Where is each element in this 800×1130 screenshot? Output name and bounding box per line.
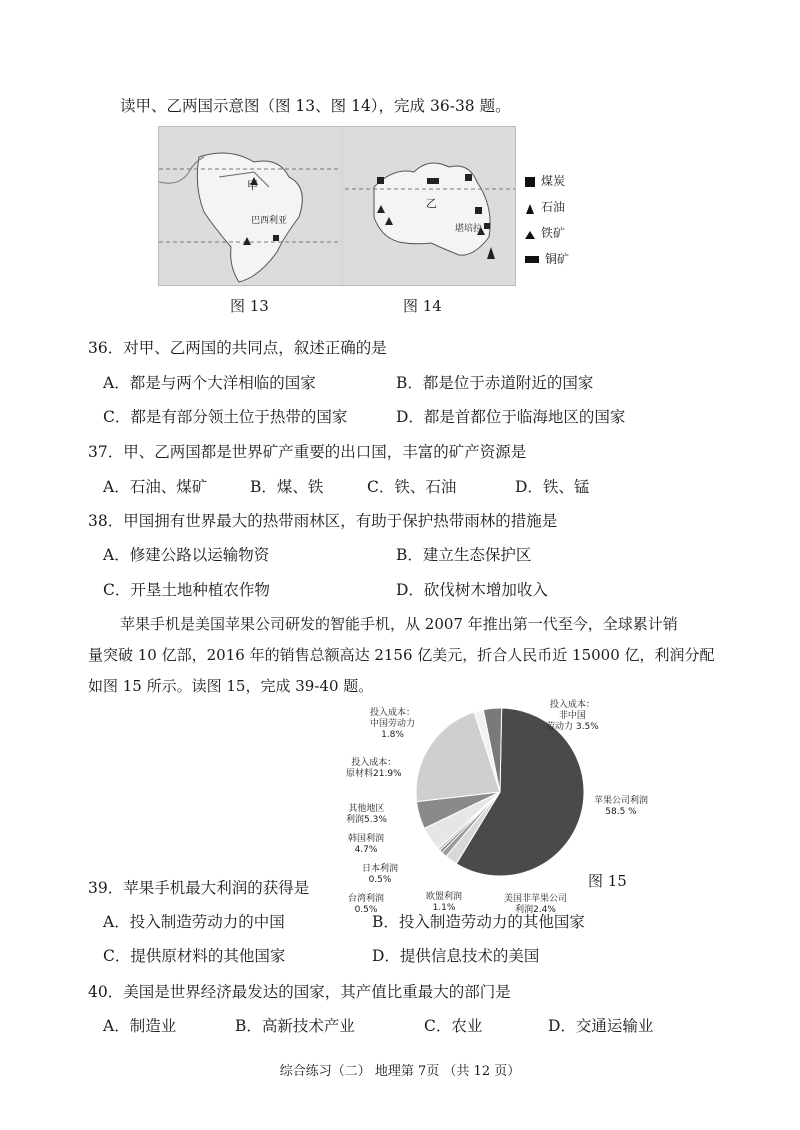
q40-option-d: D．交通运输业 [548,1017,654,1035]
map13-caption: 图 13 [230,297,269,315]
label-eu: 欧盟利润 1.1% [426,892,463,913]
pie-caption: 图 15 [588,872,627,890]
q38-stem: 38．甲国拥有世界最大的热带雨林区，有助于保护热带雨林的措施是 [88,512,558,530]
label-korea: 韩国利润 4.7% [348,834,385,855]
q39-option-d: D．提供信息技术的美国 [372,947,540,965]
iron-icon [525,229,535,239]
map13-capital-label: 巴西利亚 [251,216,288,226]
copper-marker [427,178,439,184]
q36-stem: 36．对甲、乙两国的共同点，叙述正确的是 [88,339,387,357]
label-us-non-apple: 美国非苹果公司 利润2.4% [504,894,568,915]
q37-option-d: D．铁、锰 [515,478,590,496]
q36-option-b: B．都是位于赤道附近的国家 [396,374,594,392]
capital-marker [273,235,279,241]
page-footer: 综合练习（二） 地理第 7页 （共 12 页） [279,1064,521,1079]
q36-option-c: C．都是有部分领土位于热带的国家 [103,408,348,426]
legend-iron: 铁矿 [525,224,565,241]
q37-option-a: A．石油、煤矿 [103,478,208,496]
q40-option-a: A．制造业 [103,1017,177,1035]
q40-stem: 40．美国是世界经济最发达的国家，其产值比重最大的部门是 [88,983,511,1001]
q37-option-b: B．煤、铁 [250,478,324,496]
passage-line-3: 如图 15 所示。读图 15，完成 39-40 题。 [88,677,374,695]
q36-option-d: D．都是首都位于临海地区的国家 [396,408,626,426]
oil-icon [525,203,535,213]
q40-option-b: B．高新技术产业 [235,1017,355,1035]
q38-option-c: C．开垦土地种植农作物 [103,581,270,599]
legend-oil: 石油 [525,198,565,215]
intro-text: 读甲、乙两国示意图（图 13、图 14），完成 36-38 题。 [120,97,511,115]
map14-country-label: 乙 [426,197,437,210]
label-apple: 苹果公司利润 58.5 % [594,796,649,817]
map13-country-label: 甲 [247,179,258,192]
label-non-china-labor: 投入成本： 非中国 劳动力 3.5% [546,700,599,732]
map14-caption: 图 14 [403,297,442,315]
map14-capital-label: 堪培拉 [455,224,483,234]
q37-stem: 37．甲、乙两国都是世界矿产重要的出口国，丰富的矿产资源是 [88,443,527,461]
coal-marker [465,174,472,181]
legend-copper: 铜矿 [525,250,569,267]
q39-option-a: A．投入制造劳动力的中国 [103,913,285,931]
q39-option-c: C．提供原材料的其他国家 [103,947,286,965]
q40-option-c: C．农业 [424,1017,483,1035]
coal-marker [377,177,384,184]
q36-option-a: A．都是与两个大洋相临的国家 [103,374,316,392]
copper-icon [525,256,539,263]
coal-icon [525,177,535,187]
q38-option-b: B．建立生态保护区 [396,546,532,564]
label-other: 其他地区 利润5.3% [346,804,387,825]
label-japan: 日本利润 0.5% [362,864,399,885]
coal-marker [475,207,482,214]
label-china-labor: 投入成本： 中国劳动力 1.8% [370,708,416,740]
legend-coal: 煤炭 [525,172,565,189]
q39-option-b: B．投入制造劳动力的其他国家 [372,913,585,931]
passage-line-2: 量突破 10 亿部，2016 年的销售总额高达 2156 亿美元，折合人民币近 15000 亿，利润分配 [88,646,715,664]
capital-marker [484,223,490,229]
maps-svg [159,127,515,285]
label-materials: 投入成本： 原材料21.9% [346,758,402,779]
maps-figure [158,126,516,286]
q38-option-a: A．修建公路以运输物资 [103,546,270,564]
q39-stem: 39．苹果手机最大利润的获得是 [88,879,310,897]
label-taiwan: 台湾利润 0.5% [348,894,385,915]
q37-option-c: C．铁、石油 [367,478,457,496]
q38-option-d: D．砍伐树木增加收入 [396,581,548,599]
passage-line-1: 苹果手机是美国苹果公司研发的智能手机，从 2007 年推出第一代至今，全球累计销 [120,615,678,633]
